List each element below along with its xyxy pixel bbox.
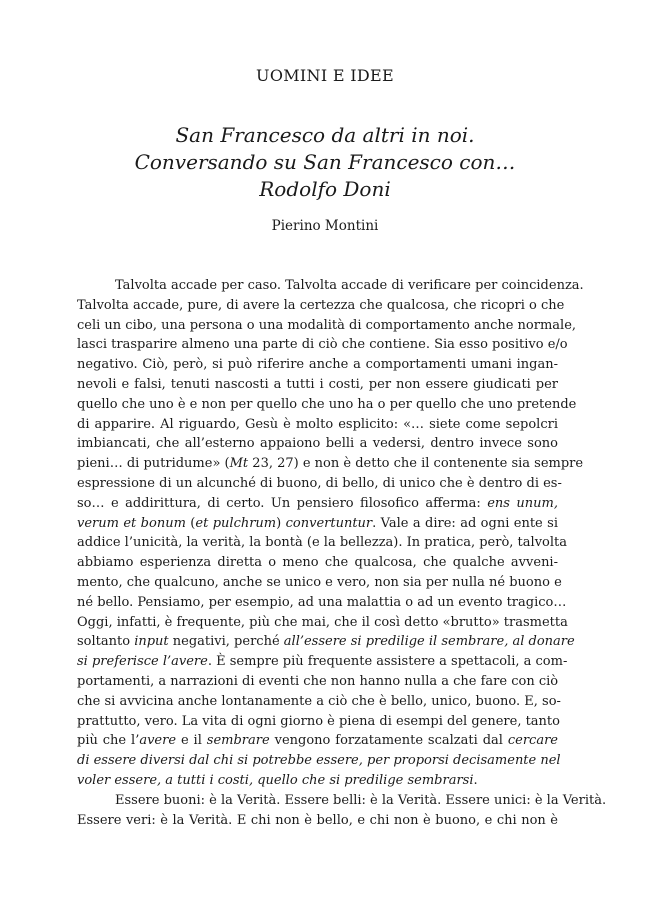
text-line: di essere diversi dal chi si potrebbe essere, per proporsi decisamente nel [77, 753, 561, 769]
text-line: portamenti, a narrazioni di eventi che non hanno nulla a che fare con ciò [77, 673, 559, 689]
text-line: espressione di un alcunché di buono, di bello, di unico che è dentro di es- [77, 475, 562, 491]
section-heading: UOMINI E IDEE [256, 66, 394, 85]
text-line: Talvolta accade per caso. Talvolta accade di verificare per coincidenza. [115, 278, 584, 293]
text-line: mento, che qualcuno, anche se unico e vero, non sia per nulla né buono e [77, 574, 562, 590]
text-line: so… e addirittura, di certo. Un pensiero filosofico afferma: ens unum, [77, 495, 558, 511]
author-name: Pierino Montini [271, 218, 379, 234]
text-line: negativo. Ciò, però, si può riferire anche a comportamenti umani ingan- [77, 357, 558, 373]
text-line: imbiancati, che all’esterno appaiono belli a vedersi, dentro invece sono [77, 436, 558, 452]
paragraph [77, 276, 584, 791]
text-line: soltanto input negativi, perché all’essere si predilige il sembrare, al donare [77, 634, 575, 650]
text-line: di apparire. Al riguardo, Gesù è molto esplicito: «… siete come sepolcri [77, 416, 558, 432]
text-line: addice l’unicità, la verità, la bontà (e la bellezza). In pratica, però, talvolta [77, 535, 567, 551]
text-line: nevoli e falsi, tenuti nascosti a tutti i costi, per non essere giudicati per [77, 376, 558, 392]
title-line: Rodolfo Doni [259, 177, 391, 201]
text-line: Essere buoni: è la Verità. Essere belli: è la Verità. Essere unici: è la Verità. [115, 792, 607, 808]
text-line: verum et bonum (et pulchrum) convertuntur. Vale a dire: ad ogni ente si [77, 515, 558, 531]
title-line: San Francesco da altri in noi. [175, 123, 475, 147]
text-line: celi un cibo, una persona o una modalità di comportamento anche normale, [77, 317, 577, 333]
text-line: Talvolta accade, pure, di avere la certezza che qualcosa, che ricopri o che [77, 297, 565, 313]
text-line: voler essere, a tutti i costi, quello che si predilige sembrarsi. [77, 772, 478, 788]
article-body [77, 276, 607, 830]
text-line: più che l’avere e il sembrare vengono forzatamente scalzati dal cercare [77, 733, 558, 749]
text-line: né bello. Pensiamo, per esempio, ad una malattia o ad un evento tragico… [77, 594, 567, 610]
article-title [0, 122, 650, 203]
title-line: Conversando su San Francesco con… [134, 150, 516, 174]
text-line: Essere veri: è la Verità. E chi non è bello, e chi non è buono, e chi non è [77, 812, 558, 828]
text-line: Oggi, infatti, è frequente, più che mai, che il così detto «brutto» trasmetta [77, 614, 568, 630]
text-line: che si avvicina anche lontanamente a ciò che è bello, unico, buono. E, so- [77, 693, 561, 709]
text-line: quello che uno è e non per quello che uno ha o per quello che uno pretende [77, 396, 577, 412]
paragraph [77, 791, 607, 831]
text-line: prattutto, vero. La vita di ogni giorno è piena di esempi del genere, tanto [77, 713, 560, 729]
text-line: pieni… di putridume» (Mt 23, 27) e non è detto che il contenente sia sempre [77, 456, 584, 472]
text-line: si preferisce l’avere. È sempre più frequente assistere a spettacoli, a com- [77, 654, 568, 670]
text-line: abbiamo esperienza diretta o meno che qualcosa, che qualche avveni- [77, 555, 558, 571]
text-line: lasci trasparire almeno una parte di ciò che contiene. Sia esso positivo e/o [77, 337, 568, 353]
